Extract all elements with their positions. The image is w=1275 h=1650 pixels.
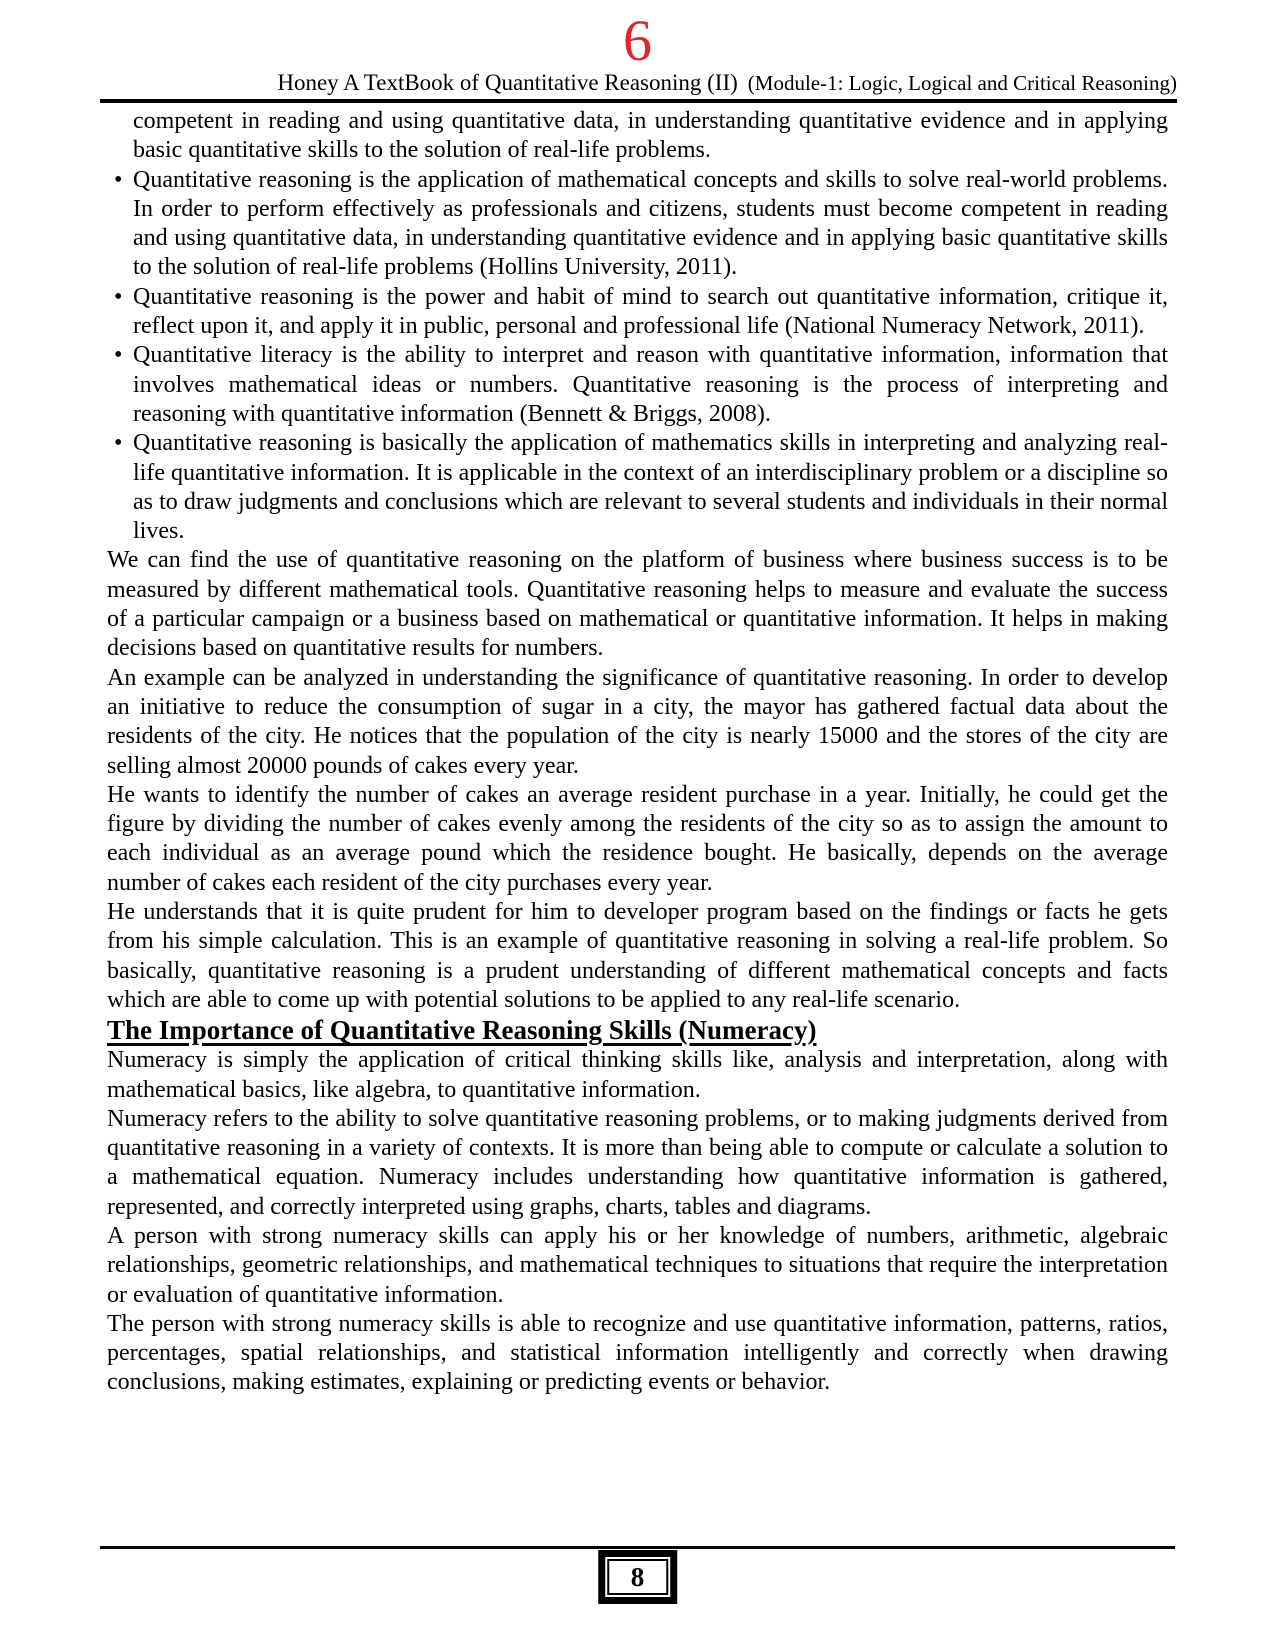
body-paragraph: He wants to identify the number of cakes an average resident purchase in a year. Initially, he could get the figure by dividing the number of cakes evenly among the residents of the city so as to assign the amount to each individual as an average pound which the residence bought. He basically, depends on the average number of cakes each resident of the city purchases every year.: [107, 781, 1168, 896]
bullet-item: [107, 429, 1168, 546]
bullet-text: Quantitative reasoning is basically the application of mathematics skills in interpreting and analyzing real-life quantitative information. It is applicable in the context of an interdisciplinary problem or a discipline so as to draw judgments and conclusions which are relevant to several students and individuals in their normal lives.: [133, 430, 1168, 545]
body-paragraph: A person with strong numeracy skills can apply his or her knowledge of numbers, arithmetic, algebraic relationships, geometric relationships, and mathematical techniques to situations that require the interpretation or evaluation of quantitative information.: [107, 1222, 1168, 1308]
bullet-icon: •: [114, 342, 123, 369]
bullet-text: Quantitative literacy is the ability to interpret and reason with quantitative information, information that involves mathematical ideas or numbers. Quantitative reasoning is the process of interpreting and reasoning with quantitative information (Bennett & Briggs, 2008).: [133, 342, 1168, 427]
page-header: [100, 70, 1177, 103]
page-number-box: [598, 1550, 678, 1604]
footer-rule: [100, 1546, 1175, 1549]
bullet-text: Quantitative reasoning is the power and habit of mind to search out quantitative information, critique it, reflect upon it, and apply it in public, personal and professional life (National Numeracy Network, 2011).: [133, 283, 1168, 340]
body-paragraph: He understands that it is quite prudent for him to developer program based on the findings or facts he gets from his simple calculation. This is an example of quantitative reasoning in solving a real-life problem. So basically, quantitative reasoning is a prudent understanding of different mathematical concepts and facts which are able to come up with potential solutions to be applied to any real-life scenario.: [107, 899, 1168, 1013]
bullet-item: [107, 341, 1168, 429]
header-module-label: (Module-1: Logic, Logical and Critical Reasoning): [747, 71, 1177, 95]
bullet-item: [107, 166, 1168, 283]
bullet-icon: •: [114, 166, 123, 193]
body-paragraph: Numeracy is simply the application of critical thinking skills like, analysis and interpretation, along with mathematical basics, like algebra, to quantitative information.: [107, 1047, 1168, 1103]
section-heading: The Importance of Quantitative Reasoning Skills (Numeracy): [107, 1015, 817, 1046]
body-paragraph: The person with strong numeracy skills is able to recognize and use quantitative information, patterns, ratios, percentages, spatial relationships, and statistical information intelligently and correctly when drawing conclusions, making estimates, explaining or predicting events or behavior.: [107, 1310, 1168, 1396]
chapter-number: 6: [623, 8, 652, 73]
body-paragraph: Numeracy refers to the ability to solve quantitative reasoning problems, or to making judgments derived from quantitative reasoning in a variety of contexts. It is more than being able to compute or calculate a solution to a mathematical equation. Numeracy includes understanding how quantitative information is gathered, represented, and correctly interpreted using graphs, charts, tables and diagrams.: [107, 1105, 1168, 1220]
paragraph-continuation: competent in reading and using quantitative data, in understanding quantitative evidence and in applying basic quantitative skills to the solution of real-life problems.: [133, 108, 1168, 164]
header-book-title: Honey A TextBook of Quantitative Reasoning (II): [277, 70, 738, 95]
bullet-text: Quantitative reasoning is the application of mathematical concepts and skills to solve real-world problems. In order to perform effectively as professionals and citizens, students must become competent in reading and using quantitative data, in understanding quantitative evidence and in applying basic quantitative skills to the solution of real-life problems (Hollins University, 2011).: [133, 166, 1168, 281]
page-number: 8: [607, 1559, 669, 1595]
bullet-icon: •: [114, 430, 123, 457]
page-content: [107, 107, 1168, 1398]
bullet-item: [107, 283, 1168, 342]
bullet-icon: •: [114, 283, 123, 310]
bullet-list: [107, 166, 1168, 547]
body-paragraph: We can find the use of quantitative reasoning on the platform of business where business success is to be measured by different mathematical tools. Quantitative reasoning helps to measure and evaluate the success of a particular campaign or a business based on mathematical or quantitative information. It helps in making decisions based on quantitative results for numbers.: [107, 547, 1168, 662]
body-paragraph: An example can be analyzed in understanding the significance of quantitative reasoning. In order to develop an initiative to reduce the consumption of sugar in a city, the mayor has gathered factual data about the residents of the city. He notices that the population of the city is nearly 15000 and the stores of the city are selling almost 20000 pounds of cakes every year.: [107, 664, 1168, 779]
